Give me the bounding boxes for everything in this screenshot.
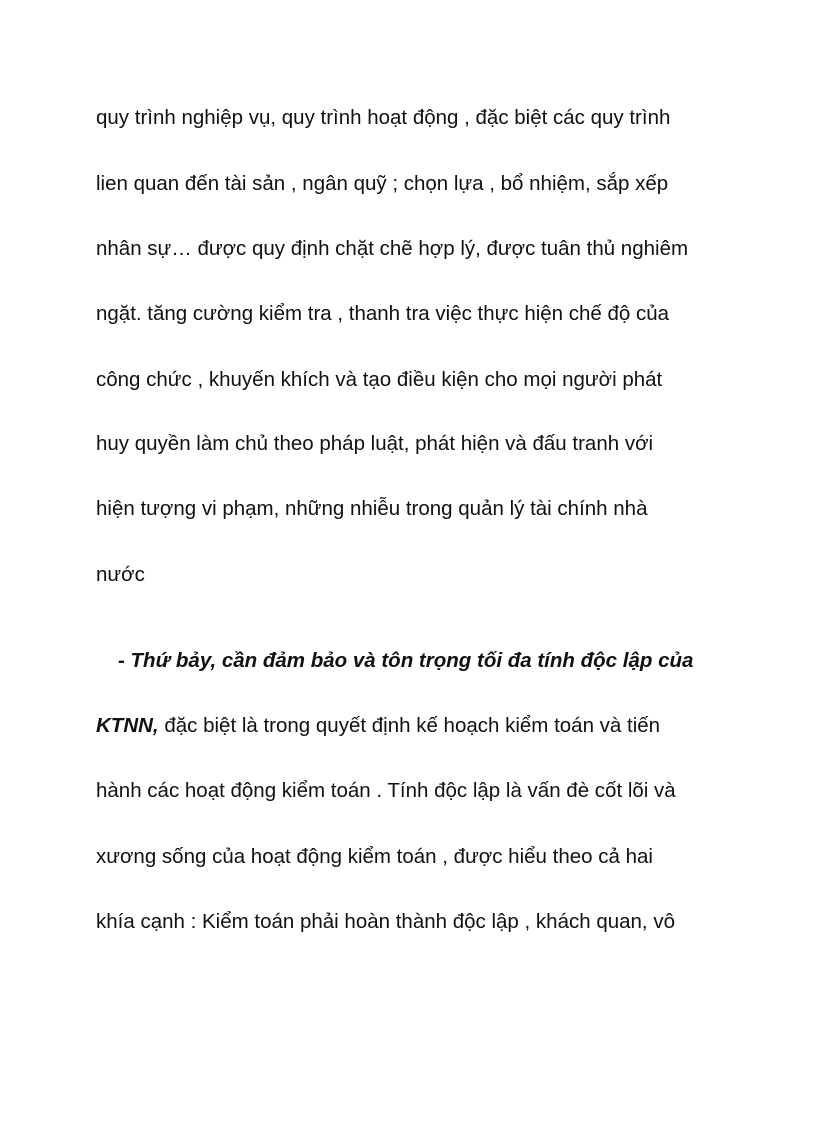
body-text-line: khía cạnh : Kiểm toán phải hoàn thành độc lập , khách quan, vô bbox=[96, 910, 675, 933]
body-text-line bbox=[96, 714, 660, 738]
body-text-line: hành các hoạt động kiểm toán . Tính độc lập là vấn đè cốt lõi và bbox=[96, 779, 676, 802]
section-heading: - Thứ bảy, cần đảm bảo và tôn trọng tối đa tính độc lập của bbox=[118, 649, 694, 672]
body-text-line: xương sống của hoạt động kiểm toán , được hiểu theo cả hai bbox=[96, 845, 653, 868]
body-text-line: lien quan đến tài sản , ngân quỹ ; chọn lựa , bổ nhiệm, sắp xếp bbox=[96, 172, 669, 195]
body-text-line: nước bbox=[96, 563, 145, 586]
body-text-line: hiện tượng vi phạm, những nhiễu trong quản lý tài chính nhà bbox=[96, 497, 648, 520]
body-text-span: đặc biệt là trong quyết định kế hoạch kiểm toán và tiến bbox=[158, 714, 661, 737]
body-text-line: huy quyền làm chủ theo pháp luật, phát hiện và đấu tranh với bbox=[96, 432, 654, 455]
body-text-line: công chức , khuyến khích và tạo điều kiện cho mọi người phát bbox=[96, 368, 663, 391]
body-text-line: nhân sự… được quy định chặt chẽ hợp lý, được tuân thủ nghiêm bbox=[96, 237, 689, 260]
body-text-line: ngặt. tăng cường kiểm tra , thanh tra việc thực hiện chế độ của bbox=[96, 302, 670, 325]
body-text-line: quy trình nghiệp vụ, quy trình hoạt động , đặc biệt các quy trình bbox=[96, 106, 671, 129]
section-heading-cont: KTNN, bbox=[96, 714, 159, 737]
